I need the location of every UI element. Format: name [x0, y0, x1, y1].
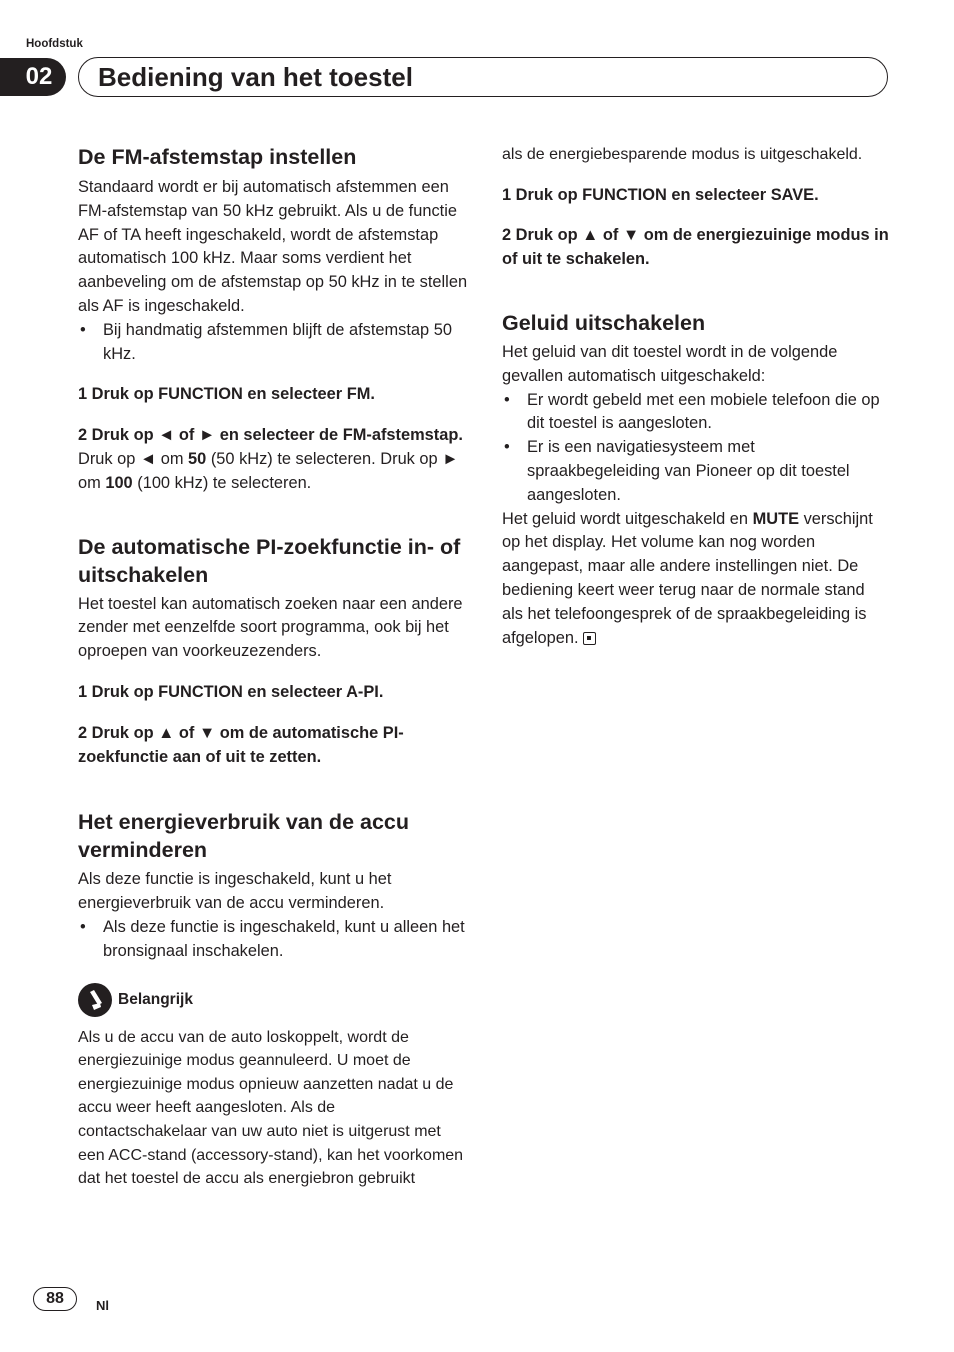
section-body: Het toestel kan automatisch zoeken naar een andere zender met eenzelfde soort programma, ook bij het oproepen van voorkeuzezenders.: [78, 594, 463, 661]
bullet-list: [78, 319, 468, 367]
step-2: 2 Druk op ▲ of ▼ om de automatische PI-zoekfunctie aan of uit te zetten.: [78, 723, 404, 766]
section-body: Standaard wordt er bij automatisch afstemmen een FM-afstemstap van 50 kHz gebruikt. Als u de functie AF of TA heeft ingeschakeld, wordt de afstemstap automatisch 100 kHz. Maar soms verdient het aanbeveling om de afstemstap op 50 kHz in te stellen als AF is ingeschakeld.: [78, 178, 468, 315]
section-title-energy: Het energieverbruik van de accu verminderen: [78, 810, 410, 863]
step-1: 1 Druk op FUNCTION en selecteer SAVE.: [502, 185, 819, 204]
right-column: [502, 143, 890, 650]
section-title-pi-search: De automatische PI-zoekfunctie in- of uitschakelen: [78, 534, 461, 587]
important-icon: [78, 983, 112, 1017]
page-number: 88: [33, 1287, 77, 1311]
chapter-title: Bediening van het toestel: [98, 62, 413, 92]
section-body: Het geluid van dit toestel wordt in de volgende gevallen automatisch uitgeschakeld:: [502, 342, 838, 385]
step-note: Druk op ◄ om 50 (50 kHz) te selecteren. Druk op ► om 100 (100 kHz) te selecteren.: [78, 449, 459, 492]
important-heading: [78, 983, 468, 1017]
step-2: 2 Druk op ▲ of ▼ om de energiezuinige modus in of uit te schakelen.: [502, 226, 889, 269]
list-item: • Bij handmatig afstemmen blijft de afstemstap 50 kHz.: [78, 319, 468, 367]
section-body: Het geluid wordt uitgeschakeld en MUTE verschijnt op het display. Het volume kan nog worden aangepast, maar alle andere instellingen niet. De bediening keert weer terug naar de normale stand als het telefoongesprek of de spraakbegeleiding is afgelopen.: [502, 509, 873, 647]
step-2: 2 Druk op ◄ of ► en selecteer de FM-afstemstap.: [78, 426, 463, 445]
list-item: • Er wordt gebeld met een mobiele telefoon die op dit toestel is aangesloten.: [502, 389, 890, 437]
section-title-fm-step: De FM-afstemstap instellen: [78, 145, 357, 169]
language-label: Nl: [96, 1298, 109, 1313]
section-body: Als deze functie is ingeschakeld, kunt u het energieverbruik van de accu verminderen.: [78, 870, 392, 913]
important-text: Als u de accu van de auto loskoppelt, wordt de energiezuinige modus geannuleerd. U moet de energiezuinige modus opnieuw aanzetten nadat u de accu weer heeft aangesloten. Als de contactschakelaar van uw auto niet is uitgerust met een ACC-stand (accessory-stand), kan het voorkomen dat het toestel de accu als energiebron gebruikt: [78, 1028, 464, 1188]
step-1: 1 Druk op FUNCTION en selecteer FM.: [78, 385, 375, 404]
important-label: Belangrijk: [118, 990, 193, 1008]
list-item: • Als deze functie is ingeschakeld, kunt u alleen het bronsignaal inschakelen.: [78, 916, 468, 964]
continued-text: als de energiebesparende modus is uitgeschakeld.: [502, 146, 863, 163]
bullet-list: [78, 916, 468, 964]
bullet-list: [502, 389, 890, 508]
left-column: [78, 143, 468, 1191]
end-mark-icon: [583, 632, 596, 645]
section-title-mute: Geluid uitschakelen: [502, 310, 706, 335]
chapter-number-badge: 02: [0, 58, 66, 96]
list-item: • Er is een navigatiesysteem met spraakbegeleiding van Pioneer op dit toestel aangesloten.: [502, 436, 890, 507]
step-1: 1 Druk op FUNCTION en selecteer A-PI.: [78, 682, 384, 701]
chapter-label: Hoofdstuk: [26, 38, 83, 50]
